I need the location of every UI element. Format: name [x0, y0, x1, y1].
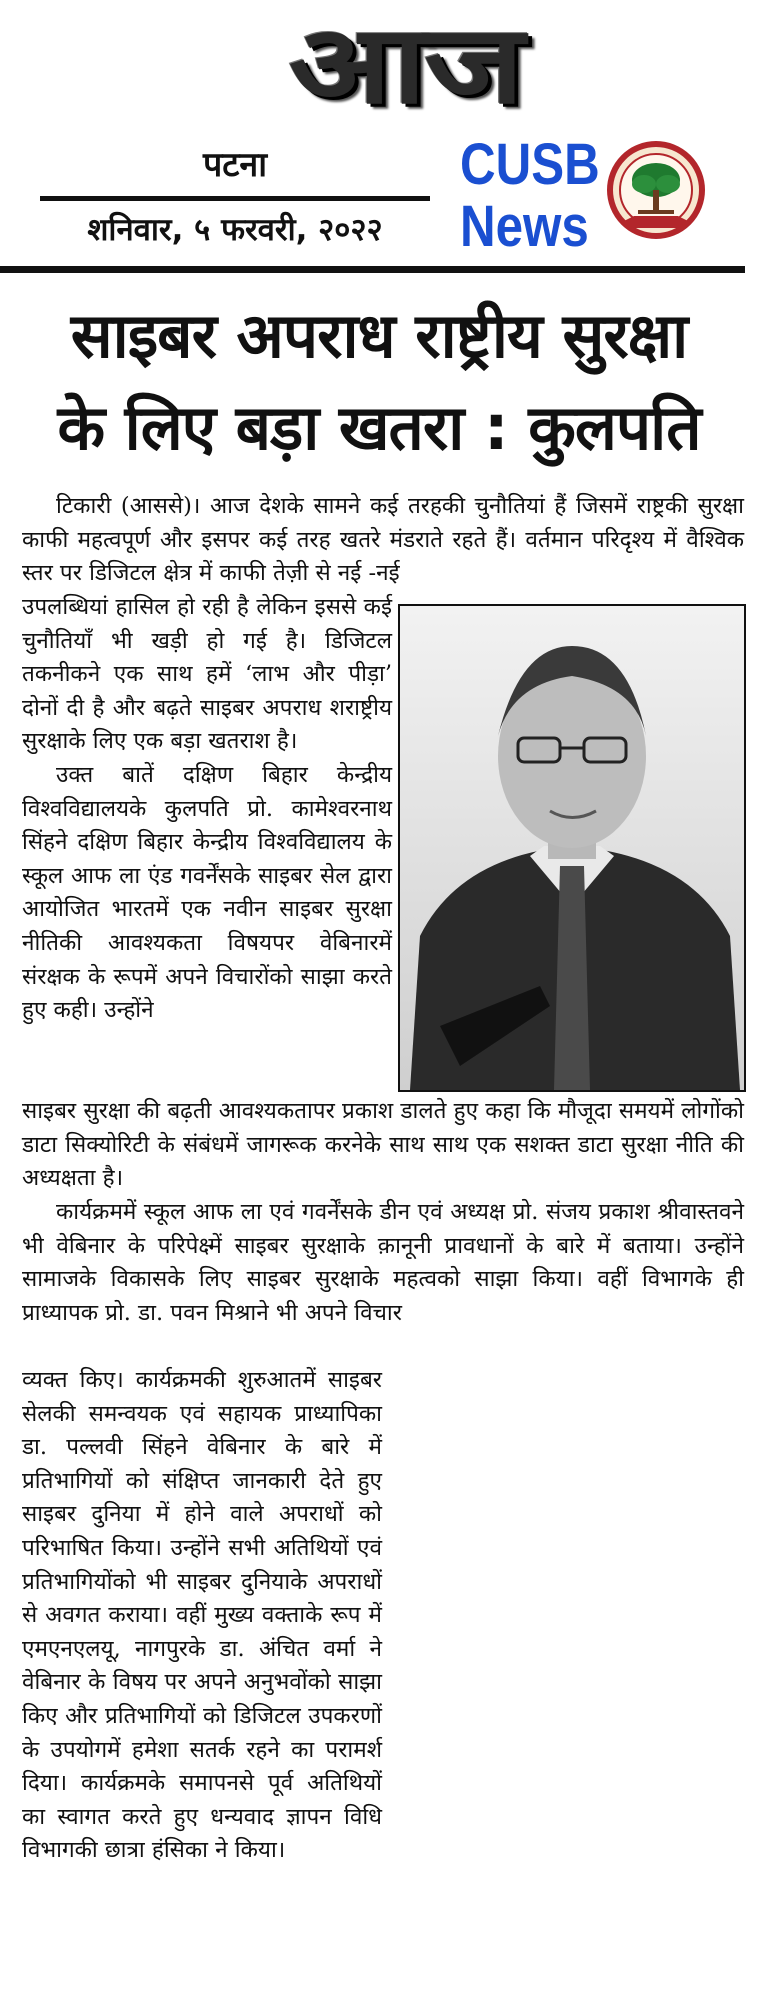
paragraph-text: उपलब्धियां हासिल हो रही है लेकिन इससे कई चुनौतियाँ भी खड़ी हो गई है। डिजिटल तकनीकने एक साथ हमें ‘लाभ और पीड़ा’ दोनों दी है और बढ़ते साइबर अपराध शराष्ट्रीय सुरक्षाके लिए एक बड़ा खतराश है। [22, 594, 392, 755]
vice-chancellor-photo [398, 604, 746, 1092]
paragraph-text: टिकारी (आससे)। आज देशके सामने कई तरहकी चुनौतियां हैं जिसमें राष्ट्रकी सुरक्षा काफी महत्वपूर्ण और इसपर कई तरह खतरे मंडराते रहते हैं। वर्तमान परिदृश्य में वैश्विक स्तर पर डिजिटल क्षेत्र में काफी तेज़ी से नई -नई [22, 493, 744, 587]
newspaper-logo [240, 3, 570, 128]
masthead-divider [0, 266, 745, 273]
article-column-left [22, 591, 392, 1028]
divider [40, 196, 430, 201]
article-headline [14, 290, 744, 474]
article-column-left [22, 1364, 382, 1868]
article-paragraph [22, 1095, 744, 1196]
edition-date: शनिवार, ५ फरवरी, २०२२ [87, 212, 383, 248]
article-paragraph [22, 1196, 744, 1330]
news-label: News [460, 194, 589, 259]
edition-city: पटना [202, 145, 268, 185]
paragraph-text: कार्यक्रममें स्कूल आफ ला एवं गवर्नेंसके डीन एवं अध्यक्ष प्रो. संजय प्रकाश श्रीवास्तवने भी वेबिनार के परिपेक्ष्में साइबर सुरक्षाके क़ानूनी प्रावधानों के बारे में बताया। उन्होंने सामाजके विकासके लिए साइबर सुरक्षाके महत्वको साझा किया। वहीं विभागके ही प्राध्यापक प्रो. डा. पवन मिश्राने भी अपने विचार [22, 1199, 744, 1326]
paragraph-text: व्यक्त किए। कार्यक्रमकी शुरुआतमें साइबर सेलकी समन्वयक एवं सहायक प्राध्यापिका डा. पल्लवी सिंहने वेबिनार के बारे में प्रतिभागियों को संक्षिप्त जानकारी देते हुए साइबर दुनिया में होने वाले अपराधों को परिभाषित किया। उन्होंने सभी अतिथियों एवं प्रतिभागियोंको भी साइबर दुनियाके अपराधों से अवगत कराया। वहीं मुख्य वक्ताके रूप में एमएनएलयू, नागपुरके डा. अंचित वर्मा ने वेबिनार के विषय पर अपने अनुभवोंको साझा किए और प्रतिभागियों को डिजिटल उपकरणों के उपयोगमें हमेशा सतर्क रहने का परामर्श दिया। कार्यक्रमके समापनसे पूर्व अतिथियों का स्वागत करते हुए धन्यवाद ज्ञापन विधि विभागकी छात्रा हंसिका ने किया। [22, 1367, 382, 1864]
paragraph-text: साइबर सुरक्षा की बढ़ती आवश्यकतापर प्रकाश डालते हुए कहा कि मौजूदा समयमें लोगोंको डाटा सिक्योरिटी के संबंधमें जागरूक करनेके साथ साथ एक सशक्त डाटा सुरक्षा नीति की अध्यक्षता है। [22, 1098, 744, 1192]
cusb-label: CUSB [460, 132, 600, 197]
article-paragraph [22, 490, 744, 591]
portrait-photo-icon [400, 606, 744, 1090]
cusb-news-label [460, 132, 600, 259]
headline-line-2: के लिए बड़ा खतरा : कुलपति [57, 391, 701, 464]
headline-line-1: साइबर अपराध राष्ट्रीय सुरक्षा [70, 299, 688, 372]
university-emblem-icon [604, 140, 708, 244]
paragraph-text: उक्त बातें दक्षिण बिहार केन्द्रीय विश्वविद्यालयके कुलपति प्रो. कामेश्वरनाथ सिंहने दक्षिण बिहार केन्द्रीय विश्वविद्यालय के स्कूल आफ ला एंड गवर्नेंसके साइबर सेल द्वारा आयोजित भारतमें एक नवीन साइबर सुरक्षा नीतिकी आवश्यकता विषयपर वेबिनारमें संरक्षक के रूपमें अपने विचारोंको साझा करते हुए कही। उन्होंने [22, 761, 392, 1024]
newspaper-logo-text: आज [288, 3, 522, 128]
